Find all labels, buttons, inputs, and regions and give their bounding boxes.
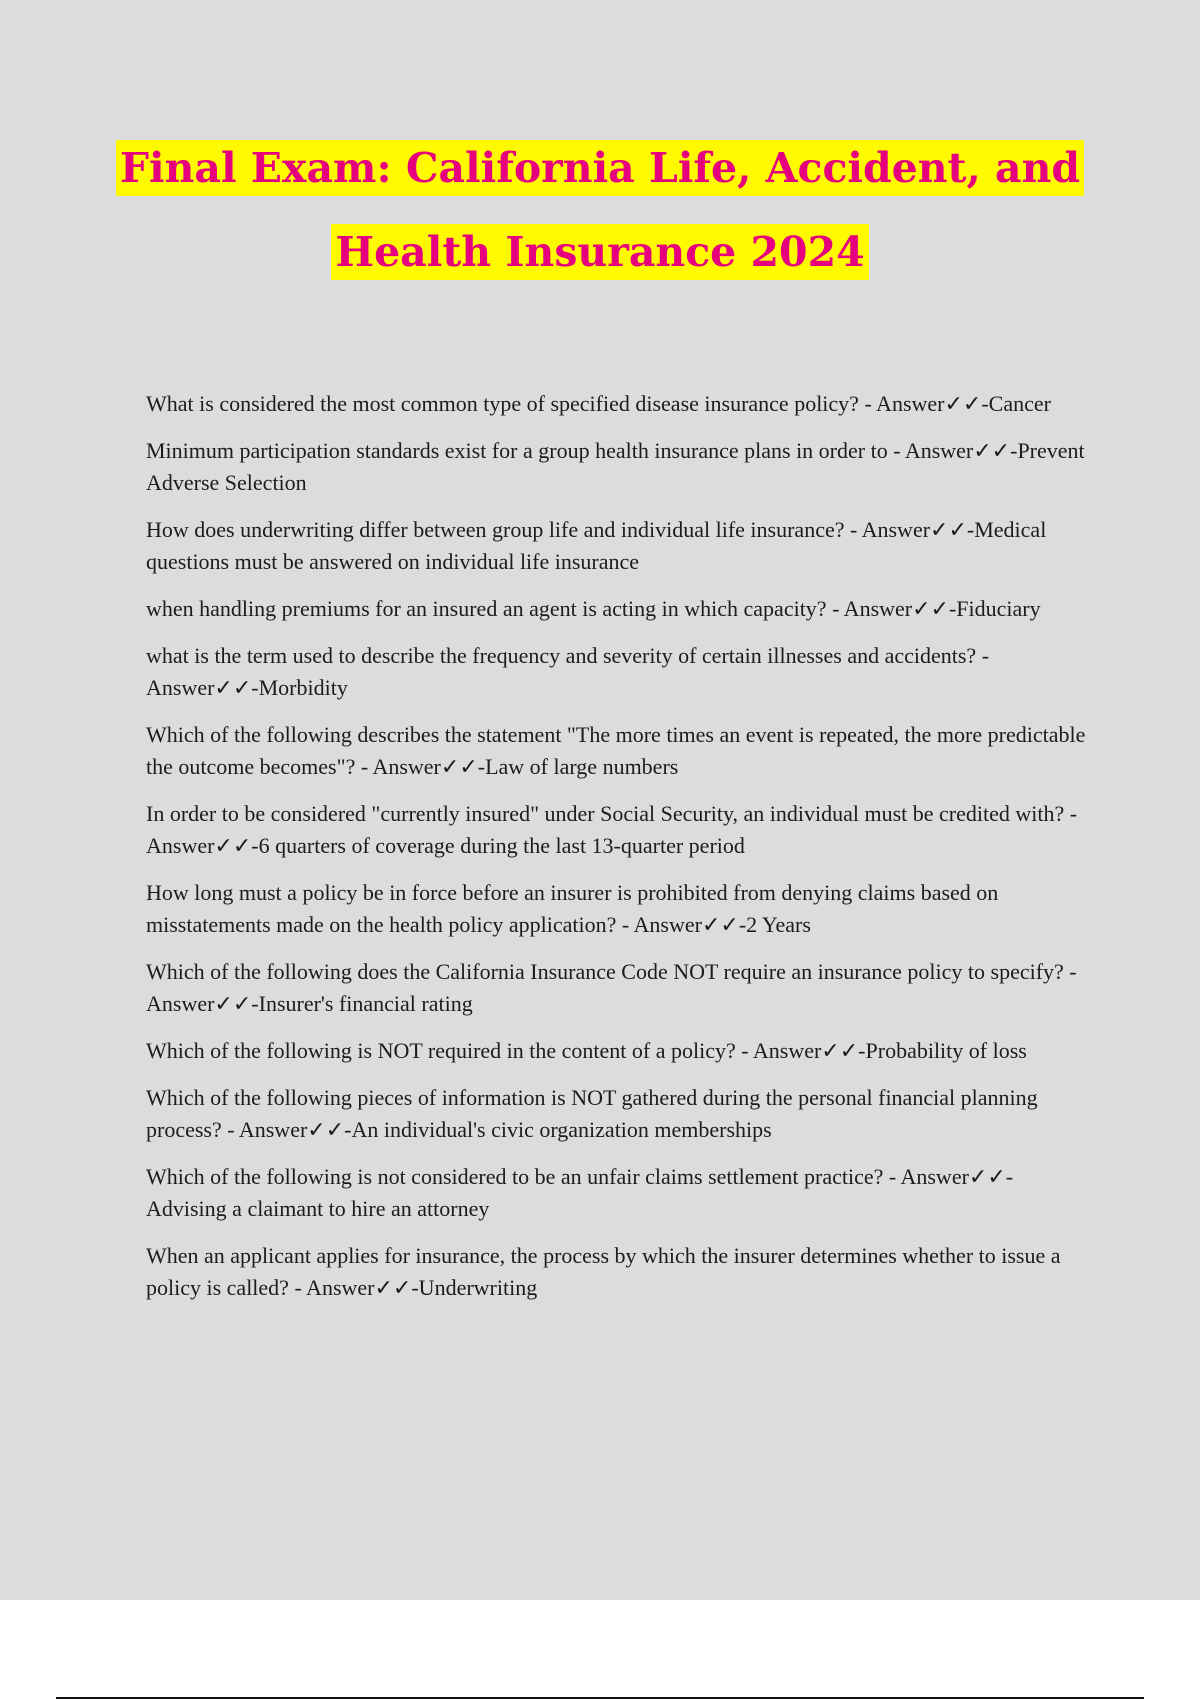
qa-item: Which of the following describes the statement "The more times an event is repeated, the more predictable the outcome becomes"? - Answer✓✓-Law of large numbers bbox=[146, 722, 1086, 779]
qa-item: In order to be considered "currently insured" under Social Security, an individual must be credited with? - Answer✓✓-6 quarters of coverage during the last 13-quarter period bbox=[146, 801, 1078, 858]
qa-item: Which of the following is NOT required in the content of a policy? - Answer✓✓-Probability of loss bbox=[146, 1038, 1027, 1063]
title-line-2: Health Insurance 2024 bbox=[331, 224, 868, 280]
qa-item: Minimum participation standards exist for a group health insurance plans in order to - Answer✓✓-Prevent Adverse Selection bbox=[146, 438, 1085, 495]
question-answer-list bbox=[146, 388, 1091, 1319]
title-line-1: Final Exam: California Life, Accident, and bbox=[116, 140, 1084, 196]
qa-item: How long must a policy be in force before an insurer is prohibited from denying claims based on misstatements made on the health policy application? - Answer✓✓-2 Years bbox=[146, 880, 999, 937]
qa-item: Which of the following pieces of information is NOT gathered during the personal financial planning process? - Answer✓✓-An individual's civic organization memberships bbox=[146, 1085, 1038, 1142]
qa-item: what is the term used to describe the frequency and severity of certain illnesses and accidents? - Answer✓✓-Morbidity bbox=[146, 643, 990, 700]
qa-item: Which of the following does the California Insurance Code NOT require an insurance policy to specify? - Answer✓✓-Insurer's financial rating bbox=[146, 959, 1077, 1016]
qa-item: When an applicant applies for insurance, the process by which the insurer determines whether to issue a policy is called? - Answer✓✓-Underwriting bbox=[146, 1243, 1061, 1300]
qa-item: What is considered the most common type of specified disease insurance policy? - Answer✓✓-Cancer bbox=[146, 391, 1051, 416]
qa-item: Which of the following is not considered to be an unfair claims settlement practice? - Answer✓✓-Advising a claimant to hire an attorney bbox=[146, 1164, 1014, 1221]
document-title bbox=[0, 140, 1200, 308]
footer-divider bbox=[56, 1697, 1144, 1699]
qa-item: How does underwriting differ between group life and individual life insurance? - Answer✓✓-Medical questions must be answered on individual life insurance bbox=[146, 517, 1047, 574]
qa-item: when handling premiums for an insured an agent is acting in which capacity? - Answer✓✓-Fiduciary bbox=[146, 596, 1041, 621]
